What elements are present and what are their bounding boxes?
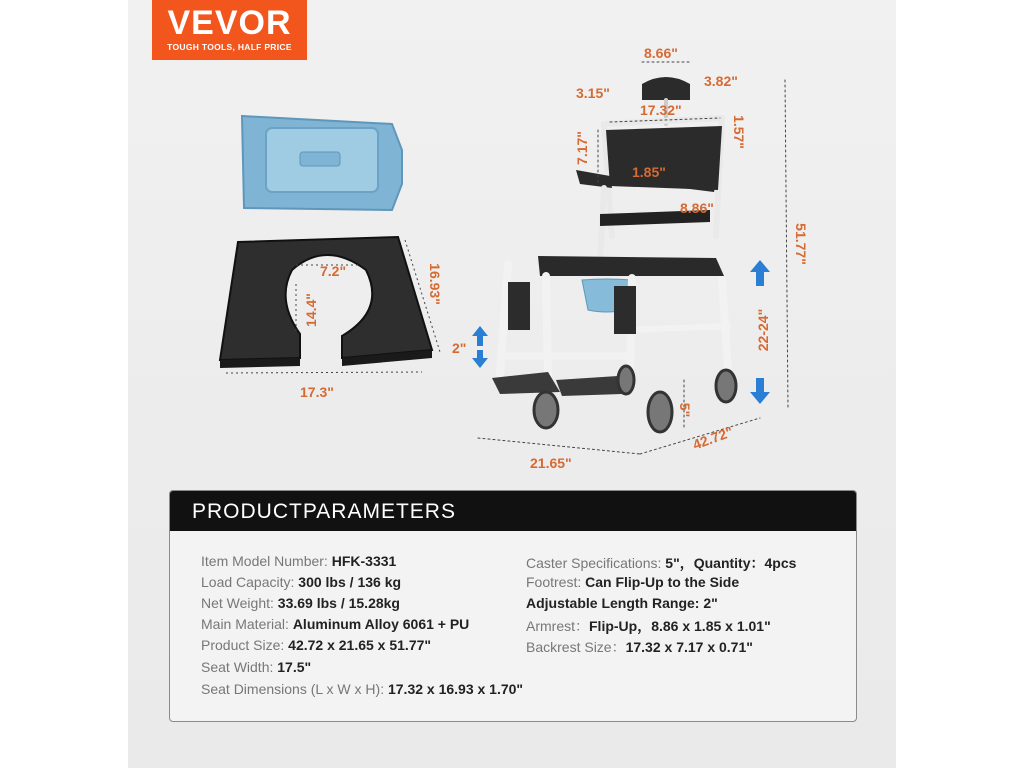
param-row-weight: Net Weight: 33.69 lbs / 15.28kg [201,595,400,611]
headrest-width-label: 8.66" [644,45,678,61]
cushion-depth-label: 16.93" [426,263,443,305]
param-row-material: Main Material: Aluminum Alloy 6061 + PU [201,616,470,632]
seat-height-range-label: 22-24" [755,308,772,352]
overall-width-label: 21.65" [530,455,572,471]
param-row-footrest-range: Adjustable Length Range: 2" [526,595,718,611]
param-row-casters: Caster Specifications: 5"，Quantity：4pcs [526,555,797,571]
param-row-load: Load Capacity: 300 lbs / 136 kg [201,574,402,590]
backrest-width-label: 17.32" [640,102,682,118]
cushion-width-label: 17.3" [300,384,334,400]
footrest-adjust-label: 2" [452,340,467,356]
param-row-seat-dimensions: Seat Dimensions (L x W x H): 17.32 x 16.93 x 1.70" [201,681,524,697]
parameters-header [170,491,856,531]
brand-tagline: TOUGH TOOLS, HALF PRICE [167,42,292,52]
overall-length-label: 42.72" [690,423,736,453]
param-row-backrest: Backrest Size：17.32 x 7.17 x 0.71" [526,639,753,655]
param-row-seat-width: Seat Width: 17.5" [201,659,312,675]
height-up-arrow-icon [750,260,770,286]
brand-name: VEVOR [167,4,292,42]
param-row-armrest: Armrest：Flip-Up，8.86 x 1.85 x 1.01" [526,618,771,634]
backrest-thickness-label: 1.57" [730,115,747,149]
armrest-length-label: 8.86" [680,200,714,216]
footrest-adjust-arrows-icon [472,326,488,368]
product-parameters-panel [169,490,857,722]
headrest-height-label: 3.82" [704,73,738,89]
caster-size-label: 5" [677,402,694,418]
overall-height-label: 51.77" [792,223,809,265]
height-down-arrow-icon [750,378,770,404]
bucket-lid-image [242,116,402,210]
param-row-model: Item Model Number: HFK-3331 [201,553,397,569]
backrest-height-label: 7.17" [573,131,590,165]
headrest-depth-label: 3.15" [576,85,610,101]
cushion-opening-depth-label: 14.4" [302,293,319,327]
param-row-size: Product Size: 42.72 x 21.65 x 51.77" [201,637,432,653]
cushion-opening-width-label: 7.2" [320,263,347,279]
seat-cushion-image [220,237,440,373]
parameters-title: PRODUCTPARAMETERS [192,500,456,523]
armrest-width-label: 1.85" [632,164,666,180]
param-row-footrest: Footrest: Can Flip-Up to the Side [526,574,740,590]
